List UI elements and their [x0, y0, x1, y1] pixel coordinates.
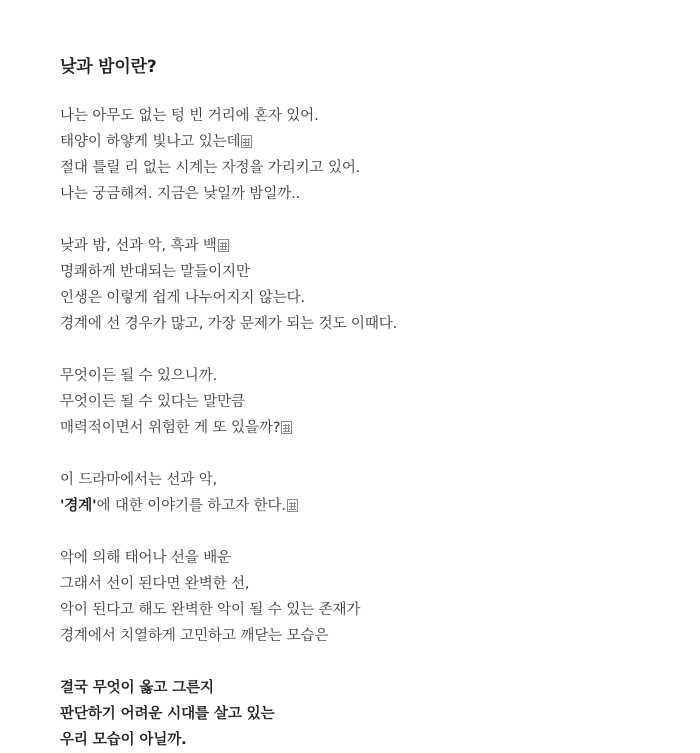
paragraph	[60, 467, 640, 519]
page-title: 낮과 밤이란?	[60, 57, 157, 77]
text-line: 태양이 하얗게 빛나고 있는데	[60, 129, 640, 155]
paragraph	[60, 363, 640, 441]
text-line: 경계에 선 경우가 많고, 가장 문제가 되는 것도 이때다.	[60, 316, 398, 332]
missing-glyph-icon	[287, 499, 298, 512]
paragraph	[60, 233, 640, 337]
text-line: 악에 의해 태어나 선을 배운	[60, 550, 232, 566]
text-line: 낮과 밤, 선과 악, 흑과 백	[60, 233, 640, 259]
text-line: 이 드라마에서는 선과 악,	[60, 472, 218, 488]
paragraph	[60, 675, 640, 753]
paragraph	[60, 545, 640, 649]
text-line: 인생은 이렇게 쉽게 나누어지지 않는다.	[60, 290, 306, 306]
text-line: 무엇이든 될 수 있다는 말만큼	[60, 394, 245, 410]
text-line: 나는 궁금해져. 지금은 낮일까 밤일까..	[60, 186, 301, 202]
text-line: 경계에서 치열하게 고민하고 깨닫는 모습은	[60, 628, 329, 644]
text-line: 매력적이면서 위험한 게 또 있을까?	[60, 415, 640, 441]
text-line: 판단하기 어려운 시대를 살고 있는	[60, 706, 275, 722]
text-line: 그래서 선이 된다면 완벽한 선,	[60, 576, 250, 592]
paragraph	[60, 103, 640, 207]
missing-glyph-icon	[241, 135, 252, 148]
document-body	[60, 103, 640, 753]
text-line: 나는 아무도 없는 텅 빈 거리에 혼자 있어.	[60, 108, 319, 124]
text-line: 결국 무엇이 옳고 그른지	[60, 680, 214, 696]
text-line: 무엇이든 될 수 있으니까.	[60, 368, 218, 384]
text-line: 절대 틀릴 리 없는 시계는 자정을 가리키고 있어.	[60, 160, 361, 176]
text-line: 우리 모습이 아닐까.	[60, 732, 187, 748]
text-line: '경계'에 대한 이야기를 하고자 한다.	[60, 493, 640, 519]
missing-glyph-icon	[281, 421, 292, 434]
text-line: 명쾌하게 반대되는 말들이지만	[60, 264, 250, 280]
text-line: 악이 된다고 해도 완벽한 악이 될 수 있는 존재가	[60, 602, 361, 618]
missing-glyph-icon	[218, 239, 229, 252]
emphasis-text: '경계'	[60, 498, 97, 514]
